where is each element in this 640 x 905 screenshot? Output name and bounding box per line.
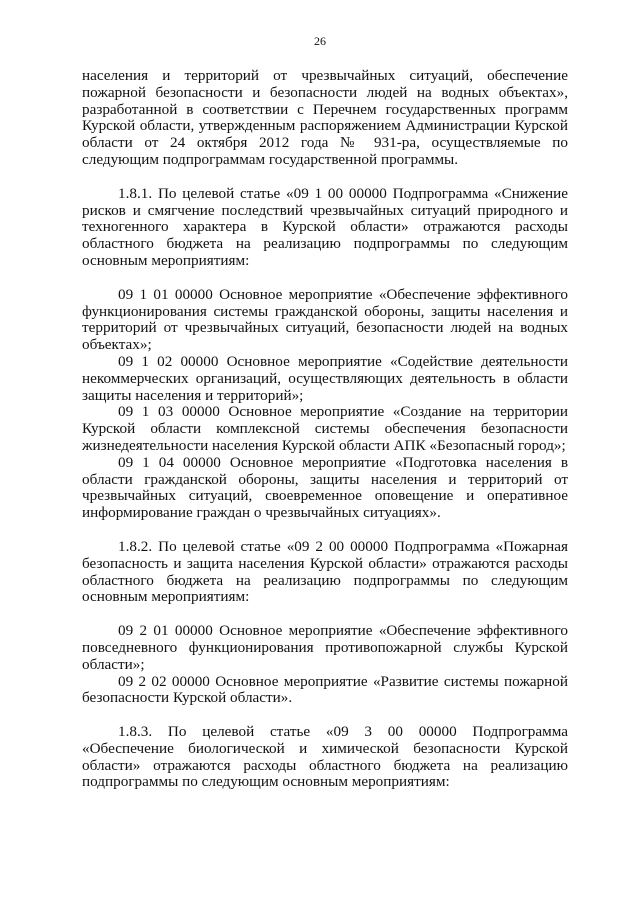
paragraph-09-1-01: 09 1 01 00000 Основное мероприятие «Обеспечение эффективного функционирования системы гражданской обороны, защиты населения и территорий от чрезвычайных ситуаций, безопасности людей на водных объектах»; — [82, 285, 568, 354]
paragraph-1-8-2: 1.8.2. По целевой статье «09 2 00 00000 Подпрограмма «Пожарная безопасность и защита населения Курской области» отражаются расходы областного бюджета на реализацию подпрограммы по следующим основным мероприятиям: — [82, 537, 568, 606]
paragraph-09-1-03: 09 1 03 00000 Основное мероприятие «Создание на территории Курской области комплексной системы обеспечения безопасности жизнедеятельности населения Курской области АПК «Безопасный город»; — [82, 403, 568, 454]
paragraph-1-8-1: 1.8.1. По целевой статье «09 1 00 00000 Подпрограмма «Снижение рисков и смягчение последствий чрезвычайных ситуаций природного и техногенного характера в Курской области» отражаются расходы областного бюджета на реализацию подпрограммы по следующим основным мероприятиям: — [82, 184, 568, 269]
document-body — [82, 68, 568, 791]
paragraph-09-1-04: 09 1 04 00000 Основное мероприятие «Подготовка населения в области гражданской обороны, защиты населения и территорий от чрезвычайных ситуаций, своевременное оповещение и оперативное информирование граждан о чрезвычайных ситуациях». — [82, 453, 568, 522]
paragraph-09-1-02: 09 1 02 00000 Основное мероприятие «Содействие деятельности некоммерческих организаций, осуществляющих деятельность в области защиты населения и территорий»; — [82, 352, 568, 404]
paragraph-09-2-02: 09 2 02 00000 Основное мероприятие «Развитие системы пожарной безопасности Курской области». — [82, 672, 568, 707]
paragraph-intro-continuation: населения и территорий от чрезвычайных ситуаций, обеспечение пожарной безопасности и безопасности людей на водных объектах», разработанной в соответствии с Перечнем государственных программ Курской области, утвержденным распоряжением Администрации Курской области от 24 октября 2012 года № 931-ра, осуществляемые по следующим подпрограммам государственной программы. — [82, 67, 568, 168]
paragraph-1-8-3: 1.8.3. По целевой статье «09 3 00 00000 Подпрограмма «Обеспечение биологической и химической безопасности Курской области» отражаются расходы областного бюджета на реализацию подпрограммы по следующим основным мероприятиям: — [82, 723, 568, 791]
paragraph-09-2-01: 09 2 01 00000 Основное мероприятие «Обеспечение эффективного повседневного функционирования противопожарной службы Курской области»; — [82, 622, 568, 673]
page-number: 26 — [314, 34, 326, 48]
